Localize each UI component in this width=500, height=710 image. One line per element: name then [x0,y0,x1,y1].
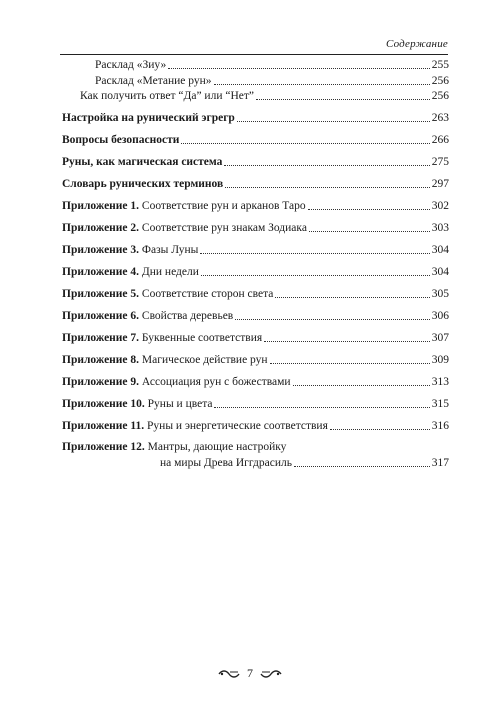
page-number: 7 [247,666,253,680]
toc-entry-label: Соответствие рун знакам Зодиака [141,222,307,234]
toc-entry-label: Свойства деревьев [141,310,234,322]
toc-entry-page: 304 [431,244,449,256]
toc-entry-prefix: Приложение 5. [62,288,140,300]
toc-entry-prefix: Приложение 1. [62,200,140,212]
toc-entry[interactable] [95,58,449,72]
leader-dots [225,186,430,188]
toc-entry-prefix: Приложение 10. [62,398,145,410]
toc-entry[interactable] [62,331,449,345]
toc-entry-page: 307 [431,332,449,344]
toc-entry[interactable] [80,89,449,103]
toc-entry[interactable] [62,287,449,301]
toc-entry-label: Ассоциация рун с божествами [141,376,291,388]
leader-dots [270,362,430,364]
toc-entry-page: 256 [431,90,449,102]
toc-entry-page: 313 [431,376,449,388]
running-header-title: Содержание [382,38,448,50]
leader-dots [237,120,430,122]
toc-entry[interactable] [62,419,449,433]
leader-dots [294,465,430,467]
leader-dots [214,406,429,408]
leader-dots [275,296,429,298]
toc-entry-label: Руны и энергетические соответствия [147,420,328,432]
toc-entry-page: 266 [431,134,449,146]
toc-entry-prefix: Приложение 3. [62,244,140,256]
toc-entry-label: Магическое действие рун [141,354,268,366]
toc-entry-page: 303 [431,222,449,234]
leader-dots [214,83,430,85]
toc-entry-label: Как получить ответ “Да” или “Нет” [80,90,254,102]
toc-entry-page: 263 [431,112,449,124]
toc-entry-page: 255 [431,59,449,71]
toc-entry-prefix: Приложение 11. [62,420,145,432]
toc-entry-page: 302 [431,200,449,212]
toc-entry-label: Вопросы безопасности [62,134,180,146]
right-ornament-icon [260,669,282,679]
toc-entry[interactable] [62,353,449,367]
toc-entry-label: Расклад «Зиу» [95,59,167,71]
toc-entry-label: Соответствие рун и арканов Таро [141,200,306,212]
leader-dots [309,230,430,232]
toc-entry-label: Руны, как магическая система [62,156,223,168]
toc-entry-prefix: Приложение 2. [62,222,140,234]
toc-entry[interactable] [95,74,449,88]
page-footer [0,666,500,681]
toc-entry[interactable] [62,397,449,411]
toc-entry[interactable] [62,375,449,389]
toc-entry-prefix: Приложение 8. [62,354,140,366]
toc-entry[interactable] [62,440,449,454]
toc-entry-page: 315 [431,398,449,410]
toc-entry-page: 309 [431,354,449,366]
toc-entry-label: Руны и цвета [147,398,213,410]
leader-dots [293,384,430,386]
toc-entry[interactable] [62,309,449,323]
toc-entry[interactable] [62,133,449,147]
toc-entry[interactable] [62,177,449,191]
leader-dots [256,98,430,100]
toc-entry-prefix: Приложение 4. [62,266,140,278]
toc-entry[interactable] [62,199,449,213]
toc-entry-page: 275 [431,156,449,168]
toc-entry-label: Фазы Луны [141,244,199,256]
leader-dots [235,318,430,320]
toc-entry-label: Буквенные соответствия [141,332,263,344]
leader-dots [200,252,429,254]
toc-entry-label: Мантры, дающие настройку [147,441,287,453]
leader-dots [224,164,429,166]
toc-entry-prefix: Приложение 9. [62,376,140,388]
toc-entry-label: Расклад «Метание рун» [95,75,212,87]
running-header [60,40,448,55]
toc-entry-prefix: Приложение 7. [62,332,140,344]
leader-dots [181,142,429,144]
leader-dots [201,274,430,276]
toc-entry-label: Соответствие сторон света [141,288,274,300]
toc-entry[interactable] [62,111,449,125]
toc-entry[interactable] [62,221,449,235]
toc-entry-page: 304 [431,266,449,278]
toc-entry-label: Дни недели [141,266,199,278]
toc-entry-page: 256 [431,75,449,87]
toc-entry-prefix: Приложение 6. [62,310,140,322]
leader-dots [168,67,430,69]
toc-entry-page: 305 [431,288,449,300]
leader-dots [264,340,430,342]
toc-entry-continuation[interactable] [160,456,449,470]
leader-dots [330,428,430,430]
left-ornament-icon [218,669,240,679]
toc-entry-label: Словарь рунических терминов [62,178,224,190]
toc-entry-page: 316 [431,420,449,432]
toc-entry[interactable] [62,265,449,279]
leader-dots [308,208,430,210]
toc-entry-page: 297 [431,178,449,190]
toc-entry[interactable] [62,243,449,257]
toc-entry-page: 306 [431,310,449,322]
toc-entry-page: 317 [431,457,449,469]
toc-entry[interactable] [62,155,449,169]
toc-entry-label-continuation: на миры Древа Иггдрасиль [160,457,292,469]
toc-entry-label: Настройка на рунический эгрегр [62,112,235,124]
toc-entry-prefix: Приложение 12. [62,441,145,453]
